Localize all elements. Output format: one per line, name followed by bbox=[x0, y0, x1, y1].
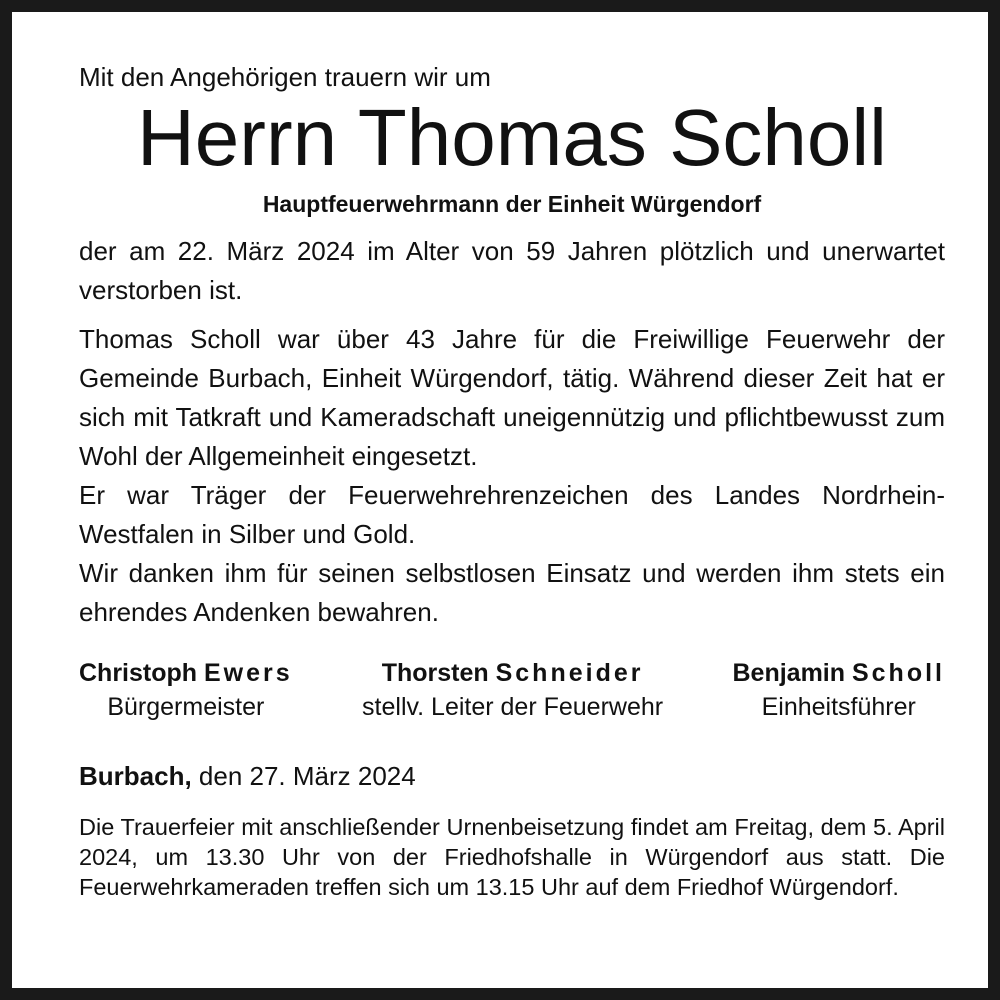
thanks-paragraph: Wir danken ihm für seinen selbstlosen Einsatz und werden ihm stets ein ehrendes Andenken bewahren. bbox=[79, 558, 945, 627]
signer-name: Benjamin Scholl bbox=[732, 659, 945, 687]
signer-unit-leader bbox=[732, 656, 945, 724]
dateline-date: den 27. März 2024 bbox=[191, 761, 416, 791]
obituary-content bbox=[79, 62, 945, 926]
signer-role: stellv. Leiter der Feuerwehr bbox=[362, 693, 664, 721]
signer-role: Bürgermeister bbox=[107, 693, 265, 721]
rank-title: Hauptfeuerwehrmann der Einheit Würgendorf bbox=[262, 191, 762, 217]
signer-name: Christoph Ewers bbox=[79, 659, 293, 687]
deceased-name: Herrn Thomas Scholl bbox=[137, 93, 887, 182]
death-notice-paragraph: der am 22. März 2024 im Alter von 59 Jahren plötzlich und unerwartet verstorben ist. bbox=[79, 236, 945, 305]
signer-mayor bbox=[79, 656, 293, 724]
signer-name: Thorsten Schneider bbox=[381, 659, 644, 687]
dateline bbox=[79, 760, 945, 792]
intro-text: Mit den Angehörigen trauern wir um bbox=[79, 62, 491, 92]
signer-role: Einheitsführer bbox=[761, 693, 916, 721]
signer-deputy-chief bbox=[362, 656, 663, 724]
service-paragraph: Thomas Scholl war über 43 Jahre für die Freiwillige Feuerwehr der Gemeinde Burbach, Einheit Würgendorf, tätig. Während dieser Zeit hat er sich mit Tatkraft und Kameradschaft uneigennützig und pflichtbewusst zum Wohl der Allgemeinheit eingesetzt. bbox=[79, 324, 945, 471]
honors-paragraph: Er war Träger der Feuerwehrehrenzeichen des Landes Nordrhein-Westfalen in Silber und Gold. bbox=[79, 480, 945, 549]
dateline-place: Burbach, bbox=[79, 761, 192, 791]
signatories bbox=[79, 656, 945, 724]
funeral-notice: Die Trauerfeier mit anschließender Urnenbeisetzung findet am Freitag, dem 5. April 2024, um 13.30 Uhr von der Friedhofshalle in Würgendorf aus statt. Die Feuerwehrkameraden treffen sich um 13.15 Uhr auf dem Friedhof Würgendorf. bbox=[79, 814, 945, 900]
